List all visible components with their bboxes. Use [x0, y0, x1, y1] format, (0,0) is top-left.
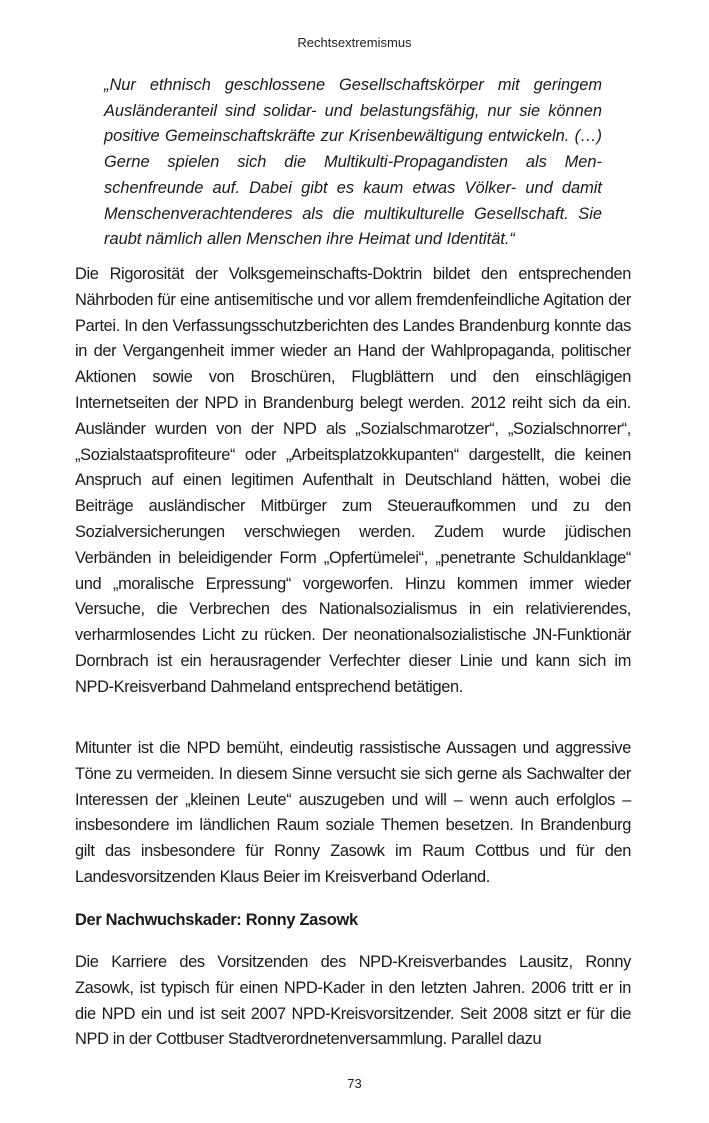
paragraph-volksgemeinschaft: Die Rigorosität der Volksgemeinschafts-Doktrin bildet den entsprechenden Nährboden für eine antisemitische und vor allem fremdenfeindliche Agitation der Partei. In den Verfassungsschutzberichten des Landes Brandenburg konnte das in der Vergangenheit immer wieder an Hand der Wahlpropaganda, politischer Aktionen sowie von Broschüren, Flugblättern und den einschlägigen Internetseiten der NPD in Brandenburg belegt werden. 2012 reiht sich da ein. Ausländer wurden von der NPD als „Sozialschmarotzer“, „Sozialschnorrer“, „Sozialstaatsprofiteure“ oder „Arbeitsplatzokkupanten“ dargestellt, die keinen Anspruch auf einen legitimen Aufenthalt in Deutschland hätten, wobei die Beiträge ausländischer Mitbürger zum Steueraufkommen und zu den Sozialversicherungen verschwiegen werden. Zudem wurde jüdischen Verbänden in beleidigender Form „Opfertümelei“, „penetrante Schuldanklage“ und „moralische Erpressung“ vorgeworfen. Hinzu kommen immer wieder Versuche, die Verbrechen des Nationalsozialismus in ein relativierendes, verharmlosendes Licht zu rücken. Der neonationalsozialistische JN-Funktionär Dornbrach ist ein herausragender Verfechter dieser Linie und kann sich im NPD-Kreisverband Dahmeland entsprechend betätigen.: [75, 265, 631, 696]
page-number: 73: [347, 1076, 362, 1091]
running-header: Rechtsextremismus: [297, 35, 412, 50]
block-quote: „Nur ethnisch geschlossene Gesellschaftskörper mit geringem Ausländeranteil sind solidar- und belastungsfähig, nur sie können positive Gemeinschaftskräfte zur Krisenbewältigung entwickeln. (…) Gerne spielen sich die Multikulti-Propagandisten als Menschenfreunde auf. Dabei gibt es kaum etwas Völker- und damit Menschenverachtenderes als die multikulturelle Gesellschaft. Sie raubt nämlich allen Menschen ihre Heimat und Identität.“: [104, 76, 602, 249]
section-heading: Der Nachwuchskader: Ronny Zasowk: [75, 911, 358, 929]
paragraph-zasowk-karriere: Die Karriere des Vorsitzenden des NPD-Kreisverbandes Lausitz, Ronny Zasowk, ist typisch für einen NPD-Kader in den letzten Jahren. 2006 tritt er in die NPD ein und ist seit 2007 NPD-Kreisvorsitzender. Seit 2008 sitzt er für die NPD in der Cottbuser Stadtverordnetenversammlung. Parallel dazu: [75, 953, 631, 1049]
paragraph-npd-rassismus: Mitunter ist die NPD bemüht, eindeutig rassistische Aussagen und aggressive Töne zu vermeiden. In diesem Sinne versucht sie sich gerne als Sachwalter der Interessen der „kleinen Leute“ auszugeben und will – wenn auch erfolglos – insbesondere im ländlichen Raum soziale Themen besetzen. In Brandenburg gilt das insbesondere für Ronny Zasowk im Raum Cottbus und für den Landesvorsitzenden Klaus Beier im Kreisverband Oderland.: [75, 739, 631, 886]
